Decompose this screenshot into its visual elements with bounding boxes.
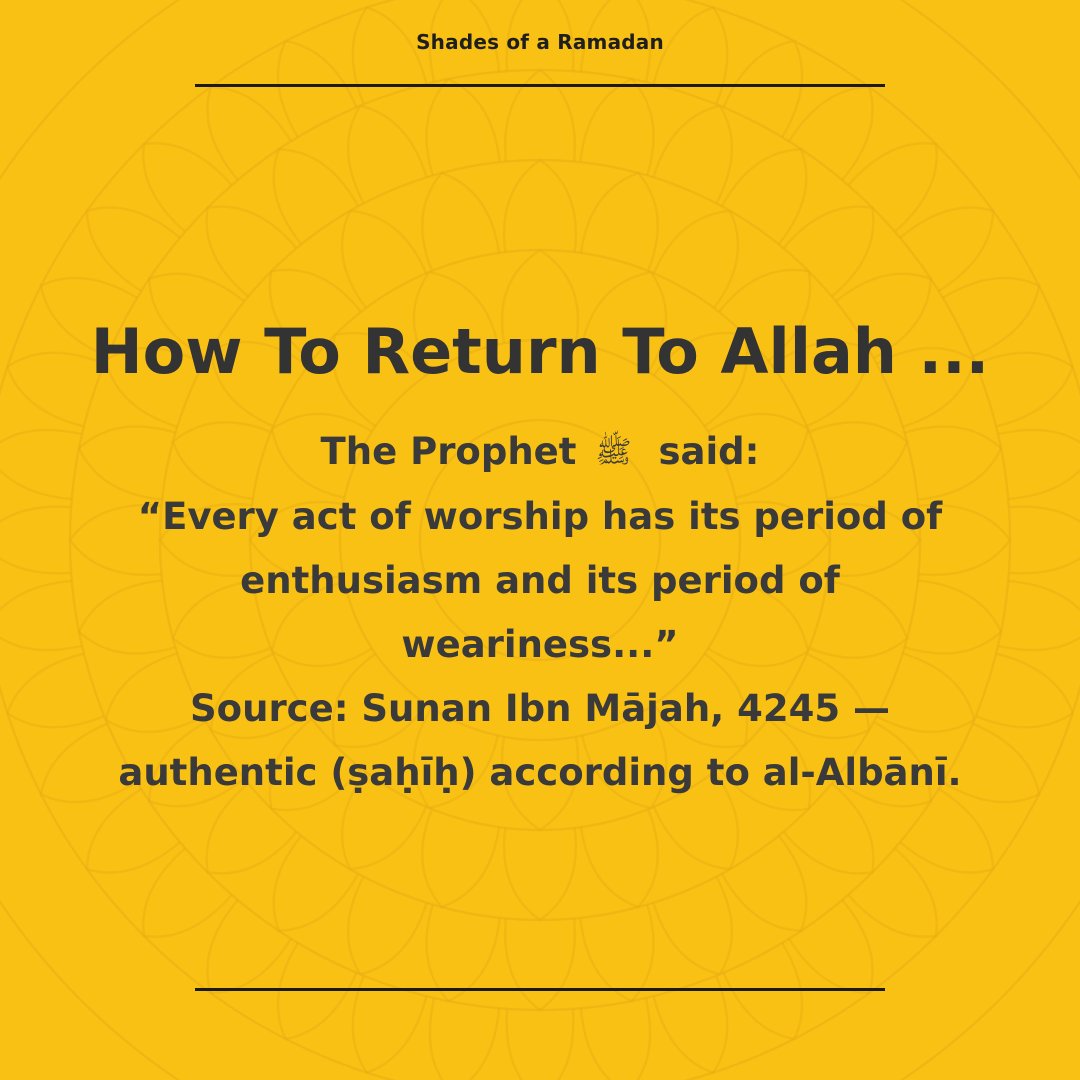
mandala-petal bbox=[848, 848, 936, 936]
mandala-petal bbox=[900, 207, 993, 291]
mandala-petal bbox=[0, 430, 82, 499]
mandala-petal bbox=[724, 41, 803, 137]
mandala-petal bbox=[789, 87, 873, 180]
mandala-petal bbox=[998, 581, 1080, 650]
mandala-petal bbox=[653, 106, 732, 204]
mandala-petal bbox=[207, 87, 291, 180]
mandala-petal bbox=[426, 79, 499, 175]
mandala-petal bbox=[722, 149, 806, 244]
page-title: How To Return To Allah ... bbox=[90, 315, 990, 388]
mandala-petal bbox=[581, 809, 658, 907]
mandala-petal bbox=[789, 900, 873, 993]
mandala-petal bbox=[1009, 507, 1080, 574]
mandala-petal bbox=[143, 848, 231, 936]
mandala-petal bbox=[653, 877, 732, 975]
mandala-petal bbox=[580, 905, 653, 1001]
mandala-petal bbox=[783, 207, 873, 297]
mandala-petal bbox=[143, 143, 231, 231]
mandala-petal bbox=[353, 7, 427, 104]
mandala-petal bbox=[274, 836, 358, 931]
mandala-petal bbox=[581, 173, 658, 271]
hadith-quote bbox=[90, 420, 990, 805]
quote-line-2: enthusiasm and its period of bbox=[240, 559, 840, 602]
quote-intro-before: The Prophet bbox=[320, 430, 577, 473]
mandala-petal bbox=[422, 809, 499, 907]
mandala-petal bbox=[274, 149, 358, 244]
mandala-petal bbox=[207, 207, 297, 297]
mandala-petal bbox=[505, 918, 575, 1010]
mandala-petal bbox=[87, 207, 180, 291]
mandala-petal bbox=[654, 211, 738, 308]
mandala-petal bbox=[976, 654, 1073, 728]
mandala-petal bbox=[504, 160, 576, 252]
mandala-petal bbox=[507, 1009, 574, 1080]
mandala-petal bbox=[422, 173, 499, 271]
mandala-petal bbox=[348, 877, 427, 975]
mandala-petal bbox=[278, 41, 357, 137]
mandala-petal bbox=[207, 900, 291, 993]
mandala-petal bbox=[581, 998, 650, 1080]
bottom-divider bbox=[195, 988, 885, 991]
quote-line-1: “Every act of worship has its period of bbox=[137, 495, 943, 538]
quote-intro-after: said: bbox=[658, 430, 760, 473]
quote-line-3: weariness...” bbox=[401, 623, 679, 666]
mandala-petal bbox=[848, 143, 936, 231]
mandala-petal bbox=[504, 828, 576, 920]
mandala-petal bbox=[342, 211, 426, 308]
mandala-petal bbox=[348, 106, 427, 204]
mandala-petal bbox=[722, 836, 806, 931]
mandala-petal bbox=[426, 905, 499, 1001]
top-divider bbox=[195, 84, 885, 87]
mandala-petal bbox=[0, 581, 82, 650]
mandala-petal bbox=[580, 79, 653, 175]
mandala-petal bbox=[430, 998, 499, 1080]
mandala-petal bbox=[654, 7, 728, 104]
mandala-petal bbox=[998, 430, 1080, 499]
source-line-2: authentic (ṣaḥīḥ) according to al-Albānī. bbox=[118, 751, 962, 794]
salawat-glyph: ﷺ bbox=[595, 435, 632, 470]
brand-name: Shades of a Ramadan bbox=[416, 30, 664, 54]
quote-intro bbox=[90, 420, 990, 485]
source-line-1: Source: Sunan Ibn Mājah, 4245 — bbox=[190, 687, 890, 730]
mandala-petal bbox=[0, 507, 71, 574]
